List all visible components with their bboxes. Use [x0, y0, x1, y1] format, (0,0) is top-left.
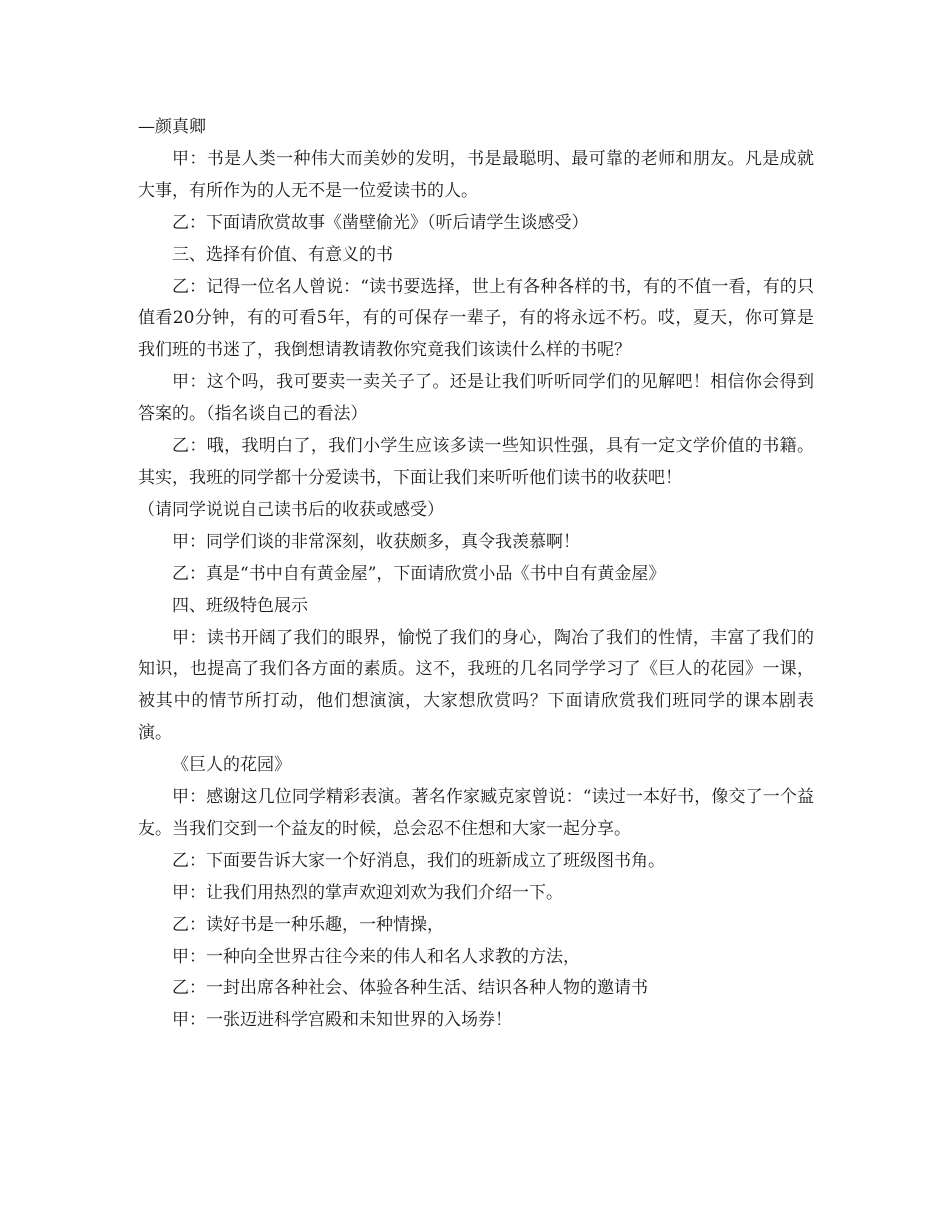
- paragraph: 甲：这个吗，我可要卖一卖关子了。还是让我们听听同学们的见解吧！相信你会得到答案的。（指名谈自己的看法）: [138, 372, 814, 425]
- section-heading: 四、班级特色展示: [172, 595, 308, 616]
- paragraph: 乙：读好书是一种乐趣，一种情操，: [172, 914, 444, 935]
- paragraph: 乙：下面要告诉大家一个好消息，我们的班新成立了班级图书角。: [172, 850, 665, 871]
- paragraph: 甲：一张迈进科学宫殿和未知世界的入场券！: [172, 1010, 512, 1031]
- paragraph: 乙：真是“书中自有黄金屋”，下面请欣赏小品《书中自有黄金屋》: [172, 563, 666, 584]
- paragraph: 甲：一种向全世界古往今来的伟人和名人求教的方法，: [172, 946, 580, 967]
- performance-title: 《巨人的花园》: [172, 755, 291, 776]
- paragraph: 甲：感谢这几位同学精彩表演。著名作家臧克家曾说：“读过一本好书，像交了一个益友。当我们交到一个益友的时候，总会忍不住想和大家一起分享。: [138, 787, 814, 839]
- paragraph: 乙：哦，我明白了，我们小学生应该多读一些知识性强，具有一定文学价值的书籍。其实，我班的同学都十分爱读书，下面让我们来听听他们读书的收获吧！: [138, 436, 814, 488]
- paragraph: 甲：让我们用热烈的掌声欢迎刘欢为我们介绍一下。: [172, 882, 563, 903]
- attribution-line: —颜真卿: [138, 117, 206, 137]
- paragraph: 甲：同学们谈的非常深刻，收获颇多，真令我羡慕啊！: [172, 531, 580, 552]
- paragraph: 乙：记得一位名人曾说：“读书要选择，世上有各种各样的书，有的不值一看，有的只值看20分钟，有的可看5年，有的可保存一辈子，有的将永远不朽。哎，夏天，你可算是我们班的书迷了，我倒想请教请教你究竟我们该读什么样的书呢？: [138, 276, 814, 361]
- section-heading: 三、选择有价值、有意义的书: [172, 244, 393, 265]
- paragraph: 甲：书是人类一种伟大而美妙的发明，书是最聪明、最可靠的老师和朋友。凡是成就大事，有所作为的人无不是一位爱读书的人。: [138, 148, 814, 201]
- document-page: [138, 112, 814, 1037]
- paragraph: 乙：下面请欣赏故事《凿壁偷光》（听后请学生谈感受）: [172, 212, 589, 233]
- paragraph: 乙：一封出席各种社会、体验各种生活、结识各种人物的邀请书: [172, 978, 648, 999]
- paragraph: 甲：读书开阔了我们的眼界，愉悦了我们的身心，陶冶了我们的性情，丰富了我们的知识，也提高了我们各方面的素质。这不，我班的几名同学学习了《巨人的花园》一课，被其中的情节所打动，他们想演演，大家想欣赏吗？下面请欣赏我们班同学的课本剧表演。: [138, 627, 814, 744]
- stage-direction: （请同学说说自己读书后的收获或感受）: [138, 499, 444, 520]
